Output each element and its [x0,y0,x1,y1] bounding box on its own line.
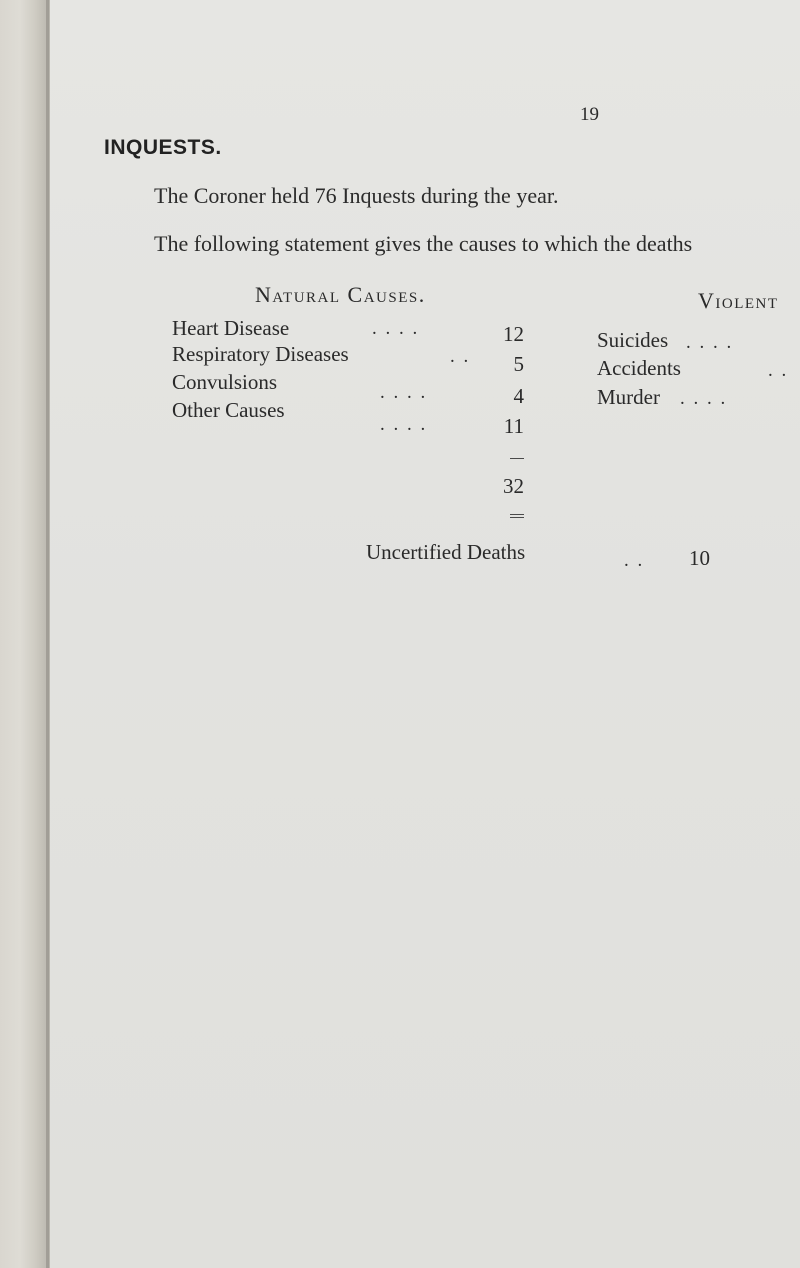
sum-rule [510,458,524,459]
table-row [597,356,681,381]
section-heading: INQUESTS. [104,136,222,159]
statement-paragraph: The following statement gives the causes to which the deaths [154,231,693,256]
leader-dots: . . . . [380,382,428,403]
total-value: 32 [503,474,524,498]
row-label: Accidents [597,356,681,380]
row-value: 12 [503,322,524,346]
leader-dots: . . [768,360,789,381]
document-page [50,0,800,1268]
table-row [172,370,277,395]
row-label: Heart Disease [172,316,290,340]
row-label: Other Causes [172,398,285,422]
binding-edge [46,0,49,1268]
leader-dots: . . . . [380,414,428,435]
table-row [172,398,285,423]
row-label: Respiratory Diseases [172,342,349,366]
leader-dots: . . [624,550,645,571]
intro-paragraph: The Coroner held 76 Inquests during the year. [154,183,559,208]
leader-dots: . . . . [372,318,420,339]
uncertified-deaths-value: 10 [689,546,710,570]
violent-heading: Violent [698,288,779,313]
row-value: 4 [513,384,524,408]
leader-dots: . . . . [680,388,728,409]
natural-causes-heading: Natural Causes. [255,282,426,307]
double-rule-bottom [510,517,524,518]
table-row [172,316,289,341]
leader-dots: . . [450,346,471,367]
table-row [172,342,349,367]
double-rule-top [510,514,524,515]
row-value: 5 [513,352,524,376]
row-label: Murder [597,385,660,409]
uncertified-deaths-label: Uncertified Deaths [366,540,526,564]
book-binding [0,0,50,1268]
row-value: 11 [503,414,524,438]
row-label: Convulsions [172,370,278,394]
table-row [597,328,668,353]
table-row [597,385,660,410]
leader-dots: . . . . [686,332,734,353]
row-label: Suicides [597,328,669,352]
page-number: 19 [580,104,599,125]
